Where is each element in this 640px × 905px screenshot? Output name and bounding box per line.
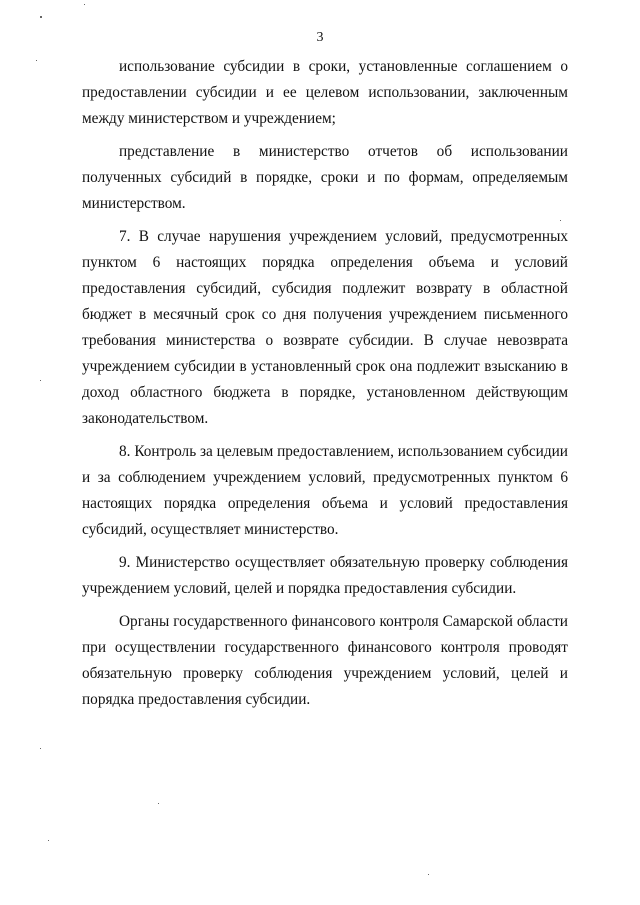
scan-speck	[40, 380, 41, 381]
page-number: 3	[316, 30, 324, 45]
scan-speck	[36, 60, 37, 61]
scan-speck	[158, 803, 159, 804]
document-body	[82, 54, 568, 720]
scan-speck	[40, 16, 42, 18]
paragraph-subsidy-usage: использование субсидии в сроки, установленные соглашением о предоставлении субсидии и ее целевом использовании, заключенным между министерством и учреждением;	[82, 58, 568, 127]
scan-speck	[560, 220, 561, 221]
paragraph-8-control: 8. Контроль за целевым предоставлением, использованием субсидии и за соблюдением учреждением условий, предусмотренных пунктом 6 настоящих порядка определения объема и условий предоставления субсидий, осуществляет министерство.	[82, 443, 568, 538]
paragraph-7-refund: 7. В случае нарушения учреждением условий, предусмотренных пунктом 6 настоящих порядка определения объема и условий предоставления субсидий, субсидия подлежит возврату в областной бюджет в месячный срок со дня получения учреждением письменного требования министерства о возврате субсидии. В случае невозврата учреждением субсидии в установленный срок она подлежит взысканию в доход областного бюджета в порядке, установленном действующим законодательством.	[82, 228, 568, 427]
scan-speck	[428, 874, 429, 875]
paragraph-financial-control-bodies: Органы государственного финансового контроля Самарской области при осуществлении государственного финансового контроля проводят обязательную проверку соблюдения учреждением условий, целей и порядка предоставления субсидии.	[82, 613, 568, 708]
scan-speck	[84, 4, 85, 5]
scan-speck	[48, 840, 49, 841]
scan-speck	[40, 748, 41, 749]
paragraph-reporting: представление в министерство отчетов об использовании полученных субсидий в порядке, сроки и по формам, определяемым министерством.	[82, 143, 568, 212]
paragraph-9-inspection: 9. Министерство осуществляет обязательную проверку соблюдения учреждением условий, целей и порядка предоставления субсидии.	[82, 554, 568, 597]
